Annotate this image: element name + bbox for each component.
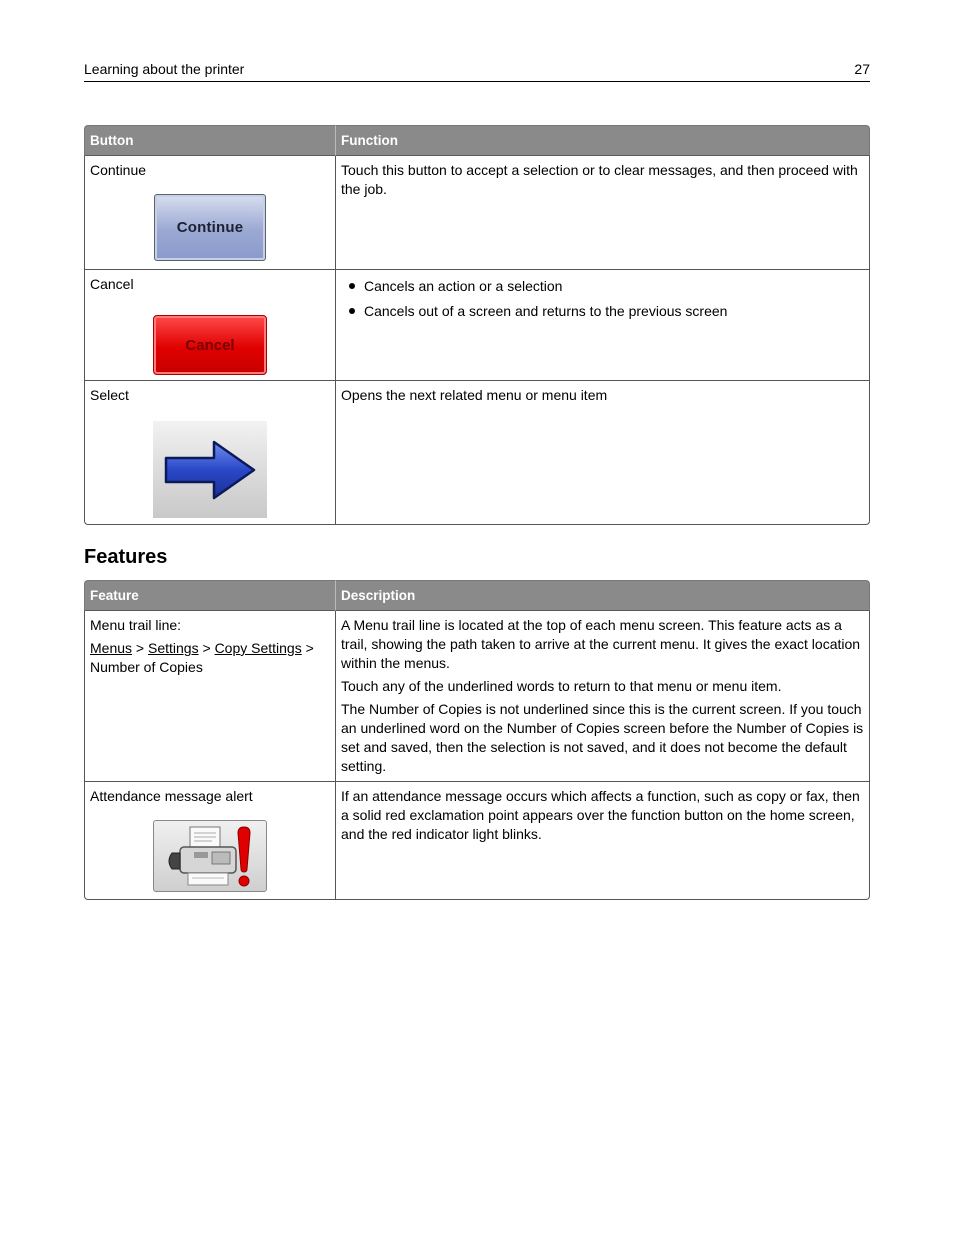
trail-separator: > xyxy=(198,640,215,656)
button-name: Cancel xyxy=(90,276,134,292)
column-header-function: Function xyxy=(335,125,870,156)
header-title: Learning about the printer xyxy=(84,61,245,77)
description-paragraph: The Number of Copies is not underlined since this is the current screen. If you touch an underlined word on the Number of Copies screen before the Number of Copies is set and saved, then the selection is not saved, and it does not become the default setting. xyxy=(341,701,864,774)
description-cell xyxy=(335,611,870,782)
continue-button-image: Continue xyxy=(154,194,266,261)
table-row xyxy=(84,611,870,782)
column-header-description: Description xyxy=(335,580,870,611)
function-cell xyxy=(335,381,870,525)
description-cell xyxy=(335,782,870,900)
column-header-button: Button xyxy=(84,125,335,156)
button-name: Continue xyxy=(90,162,147,178)
button-cell xyxy=(84,270,335,381)
trail-separator: > xyxy=(301,640,314,656)
fax-alert-icon xyxy=(153,820,267,892)
trail-current: Number of Copies xyxy=(90,659,203,675)
features-table xyxy=(84,580,870,900)
table-row xyxy=(84,156,870,270)
bullet-item: Cancels an action or a selection xyxy=(341,277,864,296)
feature-name: Attendance message alert xyxy=(90,788,253,804)
cancel-button-image: Cancel xyxy=(153,315,267,375)
section-title: Features xyxy=(84,546,168,568)
description-paragraph: A Menu trail line is located at the top of each menu screen. This feature acts as a trail, showing the path taken to arrive at the current menu. It gives the exact location within the menus. xyxy=(341,617,861,671)
description-text: If an attendance message occurs which affects a function, such as copy or fax, then a solid red exclamation point appears over the function button on the home screen, and the red indicator light blinks. xyxy=(341,788,860,842)
trail-link-settings[interactable]: Settings xyxy=(148,640,199,656)
function-text: Opens the next related menu or menu item xyxy=(341,387,608,403)
button-cell xyxy=(84,156,335,270)
column-header-feature: Feature xyxy=(84,580,335,611)
feature-name: Menu trail line: xyxy=(90,617,182,633)
feature-cell xyxy=(84,782,335,900)
trail-link-copy-settings[interactable]: Copy Settings xyxy=(214,640,302,656)
page-header xyxy=(84,60,870,82)
page-number: 27 xyxy=(854,61,870,77)
menu-trail xyxy=(90,639,330,677)
function-bullets xyxy=(341,277,864,321)
trail-separator: > xyxy=(132,640,148,656)
button-cell xyxy=(84,381,335,525)
trail-link-menus[interactable]: Menus xyxy=(90,640,133,656)
description-paragraph: Touch any of the underlined words to return to that menu or menu item. xyxy=(341,678,782,694)
feature-cell xyxy=(84,611,335,782)
table-row xyxy=(84,270,870,381)
button-table xyxy=(84,125,870,525)
table-row xyxy=(84,381,870,525)
bullet-item: Cancels out of a screen and returns to the previous screen xyxy=(341,302,864,321)
function-text: Touch this button to accept a selection or to clear messages, and then proceed with the job. xyxy=(341,162,858,197)
function-cell xyxy=(335,270,870,381)
table-row xyxy=(84,782,870,900)
function-cell xyxy=(335,156,870,270)
right-arrow-icon xyxy=(153,421,267,518)
button-name: Select xyxy=(90,387,129,403)
